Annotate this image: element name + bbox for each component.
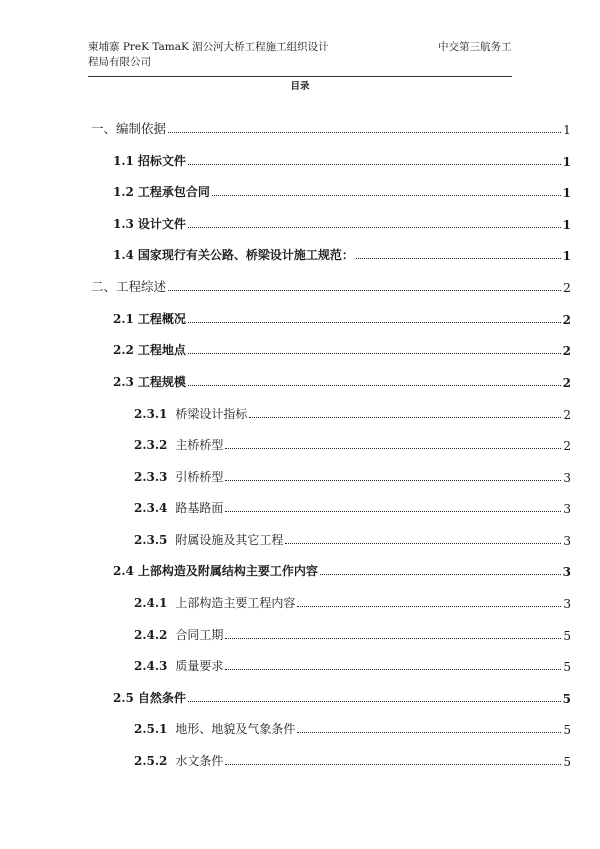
toc-entry-label bbox=[91, 277, 166, 295]
toc-entry[interactable] bbox=[134, 402, 571, 422]
toc-entry[interactable] bbox=[113, 243, 571, 263]
toc-entry-number: 2.3.3 bbox=[134, 470, 168, 484]
toc-dot-leader bbox=[225, 479, 561, 481]
toc-dot-leader bbox=[225, 763, 561, 765]
toc-entry-text: 上部构造及附属结构主要工作内容 bbox=[137, 564, 318, 578]
toc-entry-text: 设计文件 bbox=[137, 217, 186, 231]
toc-entry-text: 工程地点 bbox=[137, 343, 186, 357]
toc-entry-label bbox=[91, 119, 166, 137]
toc-entry-text: 合同工期 bbox=[175, 628, 224, 642]
toc-dot-leader bbox=[188, 321, 561, 323]
toc-entry-number: 2.4.3 bbox=[134, 659, 168, 673]
toc-entry-number: 2.1 bbox=[113, 312, 134, 326]
toc-entry[interactable] bbox=[113, 338, 571, 358]
toc-entry-text: 国家现行有关公路、桥梁设计施工规范： bbox=[137, 248, 354, 262]
toc-page-number: 2 bbox=[563, 408, 571, 422]
toc-entry-number: 2.3.4 bbox=[134, 501, 168, 515]
toc-entry-number: 2.5.1 bbox=[134, 722, 168, 736]
toc-entry[interactable] bbox=[134, 528, 571, 548]
toc-entry[interactable] bbox=[134, 623, 571, 643]
toc-entry-text: 地形、地貌及气象条件 bbox=[175, 722, 296, 736]
toc-entry-label bbox=[113, 373, 186, 390]
toc-page-number: 3 bbox=[562, 565, 571, 579]
header-company-part1: 中交第三航务工 bbox=[438, 41, 512, 53]
toc-entry-label bbox=[113, 246, 354, 263]
toc-entry-label bbox=[134, 626, 223, 643]
toc-entry-number: 二、 bbox=[91, 279, 117, 294]
toc-entry-label bbox=[134, 436, 223, 453]
toc-page-number: 3 bbox=[563, 471, 571, 485]
toc-entry-number: 2.3.1 bbox=[134, 407, 168, 421]
toc-page-number: 2 bbox=[562, 376, 571, 390]
header-project-title: 柬埔寨 PreK TamaK 湄公河大桥工程施工组织设计 bbox=[88, 41, 329, 53]
toc-entry-number: 1.3 bbox=[113, 217, 134, 231]
toc-dot-leader bbox=[168, 289, 561, 291]
toc-dot-leader bbox=[188, 163, 561, 165]
toc-entry-text: 工程承包合同 bbox=[137, 185, 210, 199]
toc-entry-text: 工程综述 bbox=[116, 279, 167, 294]
toc-dot-leader bbox=[297, 605, 561, 607]
toc-entry[interactable] bbox=[134, 654, 571, 674]
toc-entry-number: 1.4 bbox=[113, 248, 134, 262]
toc-entry[interactable] bbox=[113, 212, 571, 232]
toc-entry-label bbox=[134, 720, 295, 737]
toc-page-number: 5 bbox=[563, 755, 571, 769]
toc-entry-text: 自然条件 bbox=[137, 691, 186, 705]
toc-dot-leader bbox=[188, 352, 561, 354]
toc-entry-number: 2.5.2 bbox=[134, 754, 168, 768]
toc-entry[interactable] bbox=[113, 370, 571, 390]
toc-entry-label bbox=[134, 405, 247, 422]
toc-entry[interactable] bbox=[91, 275, 571, 295]
toc-page-number: 3 bbox=[563, 597, 571, 611]
toc-page-number: 5 bbox=[563, 723, 571, 737]
toc-entry-label bbox=[113, 689, 186, 706]
toc-page-number: 5 bbox=[563, 629, 571, 643]
toc-entry-text: 引桥桥型 bbox=[175, 470, 224, 484]
toc-entry-text: 招标文件 bbox=[137, 154, 186, 168]
toc-entry-label bbox=[134, 468, 223, 485]
toc-entry-text: 主桥桥型 bbox=[175, 438, 224, 452]
toc-entry-number: 2.4.2 bbox=[134, 628, 168, 642]
toc-entry-number: 2.3.2 bbox=[134, 438, 168, 452]
toc-dot-leader bbox=[285, 542, 561, 544]
toc-page-number: 1 bbox=[563, 122, 571, 137]
header-company-part2: 程局有限公司 bbox=[88, 56, 151, 68]
toc-entry[interactable] bbox=[113, 149, 571, 169]
toc-entry-label bbox=[134, 657, 223, 674]
toc-dot-leader bbox=[297, 731, 561, 733]
toc-page-number: 1 bbox=[562, 155, 571, 169]
toc-page-number: 5 bbox=[562, 692, 571, 706]
toc-dot-leader bbox=[320, 573, 561, 575]
toc-entry-number: 2.2 bbox=[113, 343, 134, 357]
toc-page-number: 2 bbox=[563, 439, 571, 453]
toc-entry-label bbox=[134, 531, 283, 548]
toc-entry[interactable] bbox=[134, 749, 571, 769]
toc-entry[interactable] bbox=[134, 496, 571, 516]
toc-entry-label bbox=[134, 752, 223, 769]
toc-page-number: 5 bbox=[563, 660, 571, 674]
toc-page-number: 2 bbox=[562, 344, 571, 358]
toc-dot-leader bbox=[212, 194, 561, 196]
page-header bbox=[88, 40, 512, 77]
toc-entry-label bbox=[113, 152, 186, 169]
toc-entry-text: 工程规模 bbox=[137, 375, 186, 389]
toc-entry-label bbox=[113, 183, 210, 200]
toc-entry-label bbox=[113, 215, 186, 232]
toc-entry-text: 编制依据 bbox=[116, 121, 167, 136]
toc-page-number: 3 bbox=[563, 502, 571, 516]
toc-entry-label bbox=[113, 341, 186, 358]
toc-entry-text: 工程概况 bbox=[137, 312, 186, 326]
toc-entry-number: 2.3.5 bbox=[134, 533, 168, 547]
toc-entry-number: 2.4 bbox=[113, 564, 134, 578]
toc-entry-label bbox=[134, 594, 295, 611]
toc-page-number: 3 bbox=[563, 534, 571, 548]
toc-entry-number: 2.4.1 bbox=[134, 596, 168, 610]
toc-dot-leader bbox=[225, 668, 561, 670]
toc-entry-number: 1.1 bbox=[113, 154, 134, 168]
toc-entry-number: 一、 bbox=[91, 121, 117, 136]
toc-dot-leader bbox=[168, 131, 561, 133]
toc-entry[interactable] bbox=[113, 180, 571, 200]
toc-entry-label bbox=[113, 562, 318, 579]
toc-entry-number: 1.2 bbox=[113, 185, 134, 199]
toc-entry-text: 水文条件 bbox=[175, 754, 224, 768]
toc-entry[interactable] bbox=[134, 465, 571, 485]
toc-dot-leader bbox=[188, 384, 561, 386]
toc-title: 目录 bbox=[290, 81, 310, 92]
toc-entry[interactable] bbox=[134, 717, 571, 737]
toc-page-number: 1 bbox=[562, 249, 571, 263]
toc-page-number: 1 bbox=[562, 218, 571, 232]
toc-entry-text: 质量要求 bbox=[175, 659, 224, 673]
toc-dot-leader bbox=[249, 416, 561, 418]
toc-entry[interactable] bbox=[91, 117, 571, 137]
toc-page-number: 2 bbox=[562, 313, 571, 327]
toc-entry-text: 桥梁设计指标 bbox=[175, 407, 248, 421]
toc-dot-leader bbox=[356, 257, 561, 259]
toc-dot-leader bbox=[188, 700, 561, 702]
toc-entry-label bbox=[113, 310, 186, 327]
toc-entry-text: 上部构造主要工程内容 bbox=[175, 596, 296, 610]
toc-page-number: 2 bbox=[563, 280, 571, 295]
toc-entry-number: 2.3 bbox=[113, 375, 134, 389]
toc-page-number: 1 bbox=[562, 186, 571, 200]
toc-entry-number: 2.5 bbox=[113, 691, 134, 705]
toc-entry-text: 路基路面 bbox=[175, 501, 224, 515]
toc-dot-leader bbox=[225, 510, 561, 512]
toc-entry-label bbox=[134, 499, 223, 516]
toc-entry[interactable] bbox=[113, 559, 571, 579]
toc-entry-text: 附属设施及其它工程 bbox=[175, 533, 284, 547]
toc-dot-leader bbox=[225, 637, 561, 639]
toc-entry[interactable] bbox=[134, 591, 571, 611]
toc-entry[interactable] bbox=[113, 686, 571, 706]
toc-dot-leader bbox=[188, 226, 561, 228]
toc-dot-leader bbox=[225, 447, 561, 449]
toc-entry[interactable] bbox=[134, 433, 571, 453]
toc-entry[interactable] bbox=[113, 307, 571, 327]
